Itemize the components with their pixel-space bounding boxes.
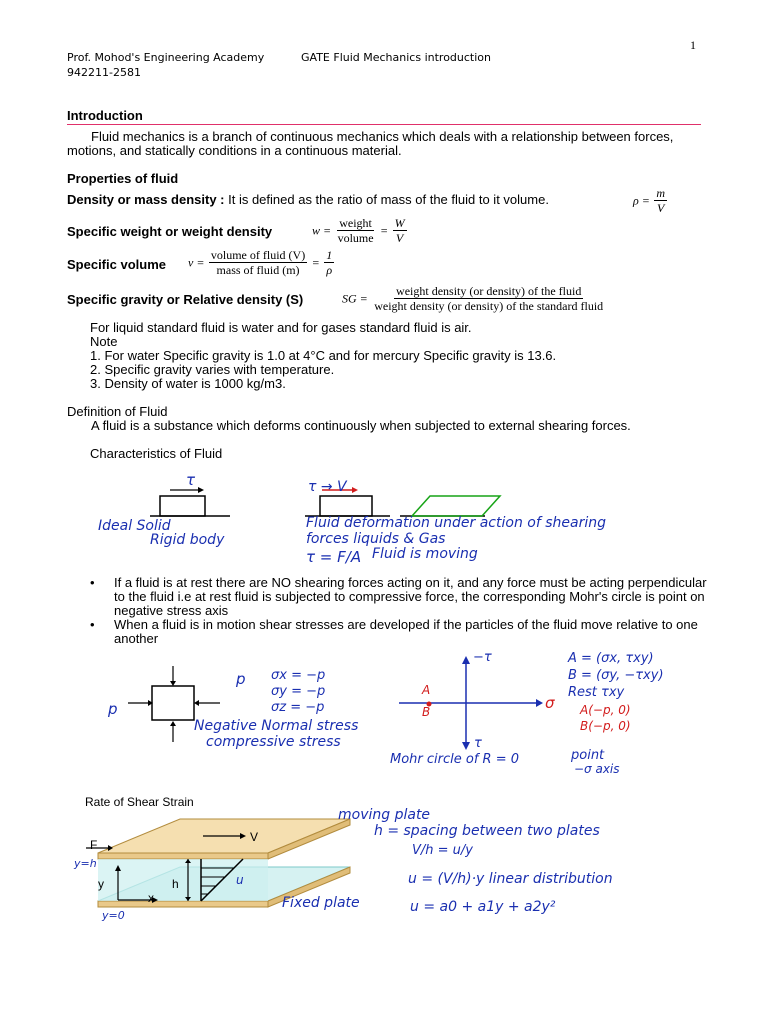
specific-gravity-label: Specific gravity or Relative density (S) bbox=[67, 292, 304, 307]
bullet-item: • When a fluid is in motion shear stresses are developed if the particles of the fluid move relative to one another bbox=[90, 617, 698, 646]
density-label: Density or mass density : bbox=[67, 192, 225, 207]
header-course: GATE Fluid Mechanics introduction bbox=[301, 51, 491, 64]
fig1-tau-eq: τ = F/A bbox=[306, 548, 362, 566]
fig2-normal-stress: Negative Normal stress bbox=[194, 718, 359, 734]
fig3-u-label: u bbox=[236, 873, 244, 887]
fig2-mohr-label: Mohr circle of R = 0 bbox=[390, 752, 520, 767]
intro-text: Fluid mechanics is a branch of continuous mechanics which deals with a relationship between forces, motions, and statically conditions in a continuous material. bbox=[67, 129, 674, 158]
fig3-h-label: h bbox=[172, 877, 179, 891]
fig1-rigid-body: Rigid body bbox=[150, 532, 225, 548]
definition-text: A fluid is a substance which deforms continuously when subjected to external shearing forces. bbox=[91, 418, 631, 433]
notes-list bbox=[90, 349, 556, 391]
fig2-point-a: A bbox=[422, 683, 431, 697]
density-text: It is defined as the ratio of mass of the fluid to it volume. bbox=[224, 192, 549, 207]
fig2-p-left: p bbox=[108, 700, 118, 718]
note-item: 1. For water Specific gravity is 1.0 at 4°C and for mercury Specific gravity is 13.6. bbox=[90, 348, 557, 363]
fig1-fluid-deformation: Fluid deformation under action of shearing bbox=[306, 515, 606, 531]
fig3-spacing: h = spacing between two plates bbox=[374, 823, 600, 839]
fig3-yh-label: y=h bbox=[74, 857, 97, 870]
fig2-sigma: σ bbox=[545, 694, 555, 712]
fig3-x-label: x bbox=[148, 891, 154, 905]
fig1-tau: τ bbox=[186, 471, 196, 489]
characteristics-heading: Characteristics of Fluid bbox=[90, 446, 223, 461]
fig2-stresses: σx = −p σy = −p σz = −p bbox=[271, 668, 326, 715]
fig2-point-label: point bbox=[571, 748, 605, 763]
specific-weight-label: Specific weight or weight density bbox=[67, 224, 273, 239]
fig1-ideal-solid: Ideal Solid bbox=[98, 518, 171, 534]
fig3-y-label: y bbox=[98, 877, 104, 891]
fig2-axis-label: −σ axis bbox=[574, 762, 620, 776]
fig2-compressive: compressive stress bbox=[206, 734, 341, 750]
fig2-ab-equations: A = (σx, τxy) B = (σy, −τxy) Rest τxy bbox=[568, 651, 664, 700]
specific-weight-equation: w = $\frac{\text{weight}}{\text{volume}}$ = $\frac{W}{V}$ bbox=[312, 216, 405, 245]
fig3-fixed-plate: Fixed plate bbox=[282, 895, 360, 911]
figure-shear-strain bbox=[68, 793, 698, 928]
specific-gravity-equation: SG = $\frac{\text{weight density (or density) of the fluid}}{\text{weight density (or density) of the standard fluid}}$ bbox=[342, 284, 604, 313]
intro-heading: Introduction bbox=[67, 108, 143, 123]
figure-mohr-circle bbox=[96, 650, 706, 780]
page-number: 1 bbox=[690, 38, 696, 52]
fig2-tau: τ bbox=[474, 736, 482, 751]
density-equation: ρ = $\frac{m}{V}$ bbox=[633, 186, 665, 215]
fig3-y0-label: y=0 bbox=[102, 909, 125, 922]
properties-heading: Properties of fluid bbox=[67, 171, 179, 186]
fig3-title: Rate of Shear Strain bbox=[85, 795, 194, 809]
note-label: Note bbox=[90, 334, 118, 349]
specific-volume-label: Specific volume bbox=[67, 257, 166, 272]
fig3-velocity-label: V bbox=[250, 830, 259, 844]
standard-fluid-text: For liquid standard fluid is water and for gases standard fluid is air. bbox=[90, 320, 472, 335]
fig2-point-b: B bbox=[422, 705, 431, 719]
figure-fluid-deformation bbox=[90, 468, 690, 576]
fig1-forces: forces liquids & Gas bbox=[306, 531, 446, 547]
density-line bbox=[67, 193, 549, 207]
fig3-poly: u = a0 + a1y + a2y² bbox=[410, 899, 556, 915]
fig2-p-right: p bbox=[236, 670, 246, 688]
fig3-force-label: F bbox=[90, 838, 98, 852]
fig2-ab-values: A(−p, 0) B(−p, 0) bbox=[580, 703, 631, 733]
section-divider bbox=[67, 124, 701, 125]
specific-volume-equation: v = $\frac{\text{volume of fluid (V)}}{\text{mass of fluid (m)}}$ = $\frac{1}{\rho}$ bbox=[188, 248, 333, 277]
header-phone: 942211-2581 bbox=[67, 66, 141, 79]
fig1-fluid-moving: Fluid is moving bbox=[372, 546, 478, 562]
bullet-item: • If a fluid is at rest there are NO shearing forces acting on it, and any force must be acting perpendicular to the fluid i.e at rest fluid is subjected to compressive force, the corresponding Mohr's circle is point on negative stress axis bbox=[90, 575, 707, 618]
fig2-neg-tau: −τ bbox=[473, 650, 492, 665]
note-item: 2. Specific gravity varies with temperature. bbox=[90, 362, 335, 377]
note-item: 3. Density of water is 1000 kg/m3. bbox=[90, 376, 286, 391]
fig1-tau-v: τ → V bbox=[308, 479, 347, 495]
fig3-linear: u = (V/h)·y linear distribution bbox=[408, 871, 613, 887]
fluid-bullets bbox=[90, 576, 710, 646]
definition-heading: Definition of Fluid bbox=[67, 404, 168, 419]
header-academy: Prof. Mohod's Engineering Academy bbox=[67, 51, 265, 64]
fig3-ratio: V/h = u/y bbox=[412, 843, 473, 858]
fig3-moving-plate: moving plate bbox=[338, 807, 431, 823]
